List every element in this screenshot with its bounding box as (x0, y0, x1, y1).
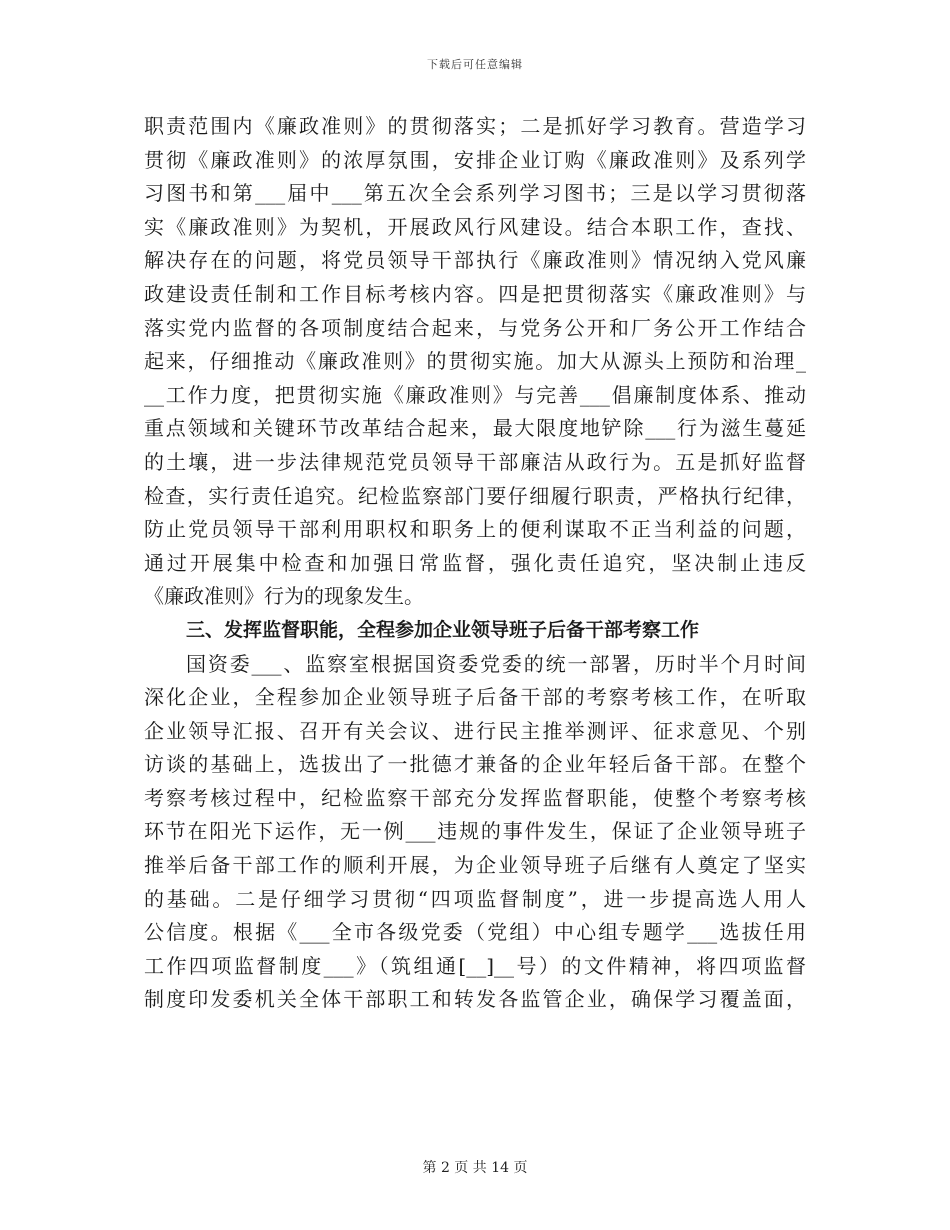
section-line: 工作四项监督制度___》（筑组通[__]__号）的文件精神，将四项监督 (144, 953, 806, 978)
section-line: 的基础。二是仔细学习贯彻“四项监督制度”，进一步提高选人用人 (144, 886, 806, 911)
body-line: 防止党员领导干部利用职权和职务上的便利谋取不正当利益的问题， (144, 517, 806, 542)
body-line: 解决存在的问题，将党员领导干部执行《廉政准则》情况纳入党风廉 (144, 248, 806, 273)
body-line: 起来，仔细推动《廉政准则》的贯彻实施。加大从源头上预防和治理_ (144, 349, 806, 374)
section-line: 推举后备干部工作的顺利开展，为企业领导班子后继有人奠定了坚实 (144, 853, 806, 878)
page-footer: 第 2 页 共 14 页 (422, 1160, 528, 1176)
section-line: 公信度。根据《___全市各级党委（党组）中心组专题学___选拔任用 (144, 920, 806, 945)
body-line: 《廉政准则》行为的现象发生。 (144, 584, 424, 609)
body-line: __工作力度，把贯彻实施《廉政准则》与完善___倡廉制度体系、推动 (144, 382, 806, 407)
body-line: 的土壤，进一步法律规范党员领导干部廉洁从政行为。五是抓好监督 (144, 449, 806, 474)
section-line: 环节在阳光下运作，无一例___违规的事件发生，保证了企业领导班子 (144, 819, 806, 844)
document-body (144, 110, 806, 1017)
body-line: 政建设责任制和工作目标考核内容。四是把贯彻落实《廉政准则》与 (144, 281, 806, 306)
section-line: 考察考核过程中，纪检监察干部充分发挥监督职能，使整个考察考核 (144, 785, 806, 810)
section-line: 访谈的基础上，选拔出了一批德才兼备的企业年轻后备干部。在整个 (144, 752, 806, 777)
section-line: 国资委___、监察室根据国资委党委的统一部署，历时半个月时间 (186, 651, 806, 676)
body-line: 贯彻《廉政准则》的浓厚氛围，安排企业订购《廉政准则》及系列学 (144, 147, 806, 172)
body-line: 落实党内监督的各项制度结合起来，与党务公开和厂务公开工作结合 (144, 315, 806, 340)
section-heading: 三、发挥监督职能，全程参加企业领导班子后备干部考察工作 (186, 618, 700, 641)
body-line: 通过开展集中检查和加强日常监督，强化责任追究，坚决制止违反 (144, 550, 806, 575)
body-line: 检查，实行责任追究。纪检监察部门要仔细履行职责，严格执行纪律， (144, 483, 806, 508)
section-line: 企业领导汇报、召开有关会议、进行民主推举测评、征求意见、个别 (144, 718, 806, 743)
section-line: 深化企业，全程参加企业领导班子后备干部的考察考核工作，在听取 (144, 685, 806, 710)
body-line: 重点领域和关键环节改革结合起来，最大限度地铲除___行为滋生蔓延 (144, 416, 806, 441)
body-line: 习图书和第___届中___第五次全会系列学习图书；三是以学习贯彻落 (144, 181, 806, 206)
section-line: 制度印发委机关全体干部职工和转发各监管企业，确保学习覆盖面， (144, 987, 806, 1012)
body-line: 职责范围内《廉政准则》的贯彻落实；二是抓好学习教育。营造学习 (144, 114, 806, 138)
page-header: 下载后可任意编辑 (427, 58, 523, 71)
body-line: 实《廉政准则》为契机，开展政风行风建设。结合本职工作，查找、 (144, 214, 806, 239)
